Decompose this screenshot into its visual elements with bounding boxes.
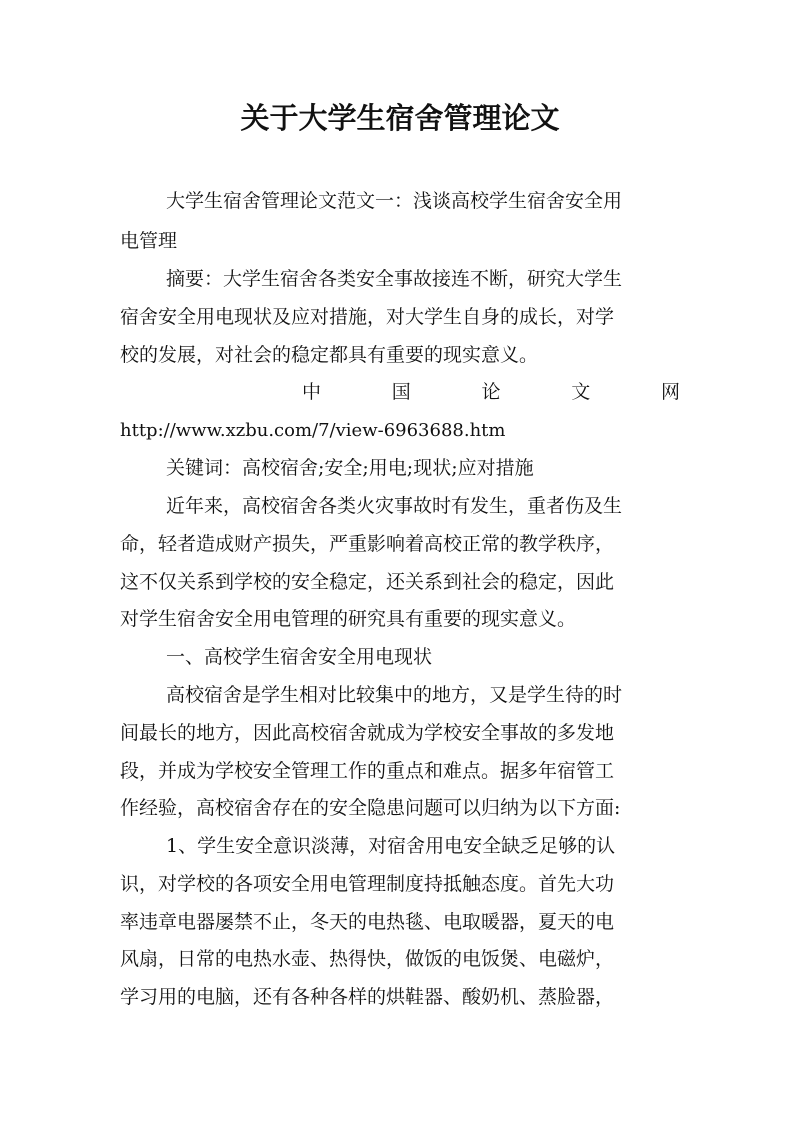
paragraph-line: 风扇，日常的电热水壶、热得快，做饭的电饭煲、电磁炉，	[120, 948, 615, 970]
source-url: http://www.xzbu.com/7/view-6963688.htm	[120, 420, 506, 441]
paragraph-line: 率违章电器屡禁不止，冬天的电热毯、电取暖器，夏天的电	[120, 911, 615, 933]
paragraph-line: 对学生宿舍安全用电管理的研究具有重要的现实意义。	[120, 608, 577, 630]
paragraph-line: 间最长的地方，因此高校宿舍就成为学校安全事故的多发地	[120, 722, 615, 744]
paragraph-line: 宿舍安全用电现状及应对措施，对大学生自身的成长，对学	[120, 306, 615, 328]
paragraph-line: 命，轻者造成财产损失，严重影响着高校正常的教学秩序，	[120, 533, 615, 555]
paragraph-line: 识，对学校的各项安全用电管理制度持抵触态度。首先大功	[120, 873, 615, 895]
paragraph-line: 作经验，高校宿舍存在的安全隐患问题可以归纳为以下方面:	[120, 797, 621, 819]
paragraph-line: 高校宿舍是学生相对比较集中的地方，又是学生待的时	[166, 684, 623, 706]
paragraph-line: 这不仅关系到学校的安全稳定，还关系到社会的稳定，因此	[120, 571, 615, 593]
paragraph-line: 电管理	[120, 230, 178, 252]
paragraph-line: 段，并成为学校安全管理工作的重点和难点。据多年宿管工	[120, 760, 615, 782]
paragraph-line: 摘要：大学生宿舍各类安全事故接连不断，研究大学生	[166, 268, 623, 290]
source-char: 网	[660, 381, 680, 403]
keywords-line: 关键词：高校宿舍;安全;用电;现状;应对措施	[166, 457, 534, 479]
paragraph-line: 近年来，高校宿舍各类火灾事故时有发生，重者伤及生	[166, 495, 623, 517]
source-char: 文	[571, 381, 591, 403]
paragraph-line: 1、学生安全意识淡薄，对宿舍用电安全缺乏足够的认	[166, 835, 616, 857]
source-char: 国	[391, 381, 411, 403]
paragraph-line: 大学生宿舍管理论文范文一：浅谈高校学生宿舍安全用	[166, 190, 623, 212]
paragraph-line: 学习用的电脑，还有各种各样的烘鞋器、酸奶机、蒸脸器，	[120, 986, 615, 1008]
source-char: 中	[302, 381, 322, 403]
section-heading: 一、高校学生宿舍安全用电现状	[166, 646, 433, 668]
document-title: 关于大学生宿舍管理论文	[240, 101, 560, 135]
source-site-name	[302, 377, 680, 407]
source-char: 论	[481, 381, 501, 403]
paragraph-line: 校的发展，对社会的稳定都具有重要的现实意义。	[120, 344, 539, 366]
